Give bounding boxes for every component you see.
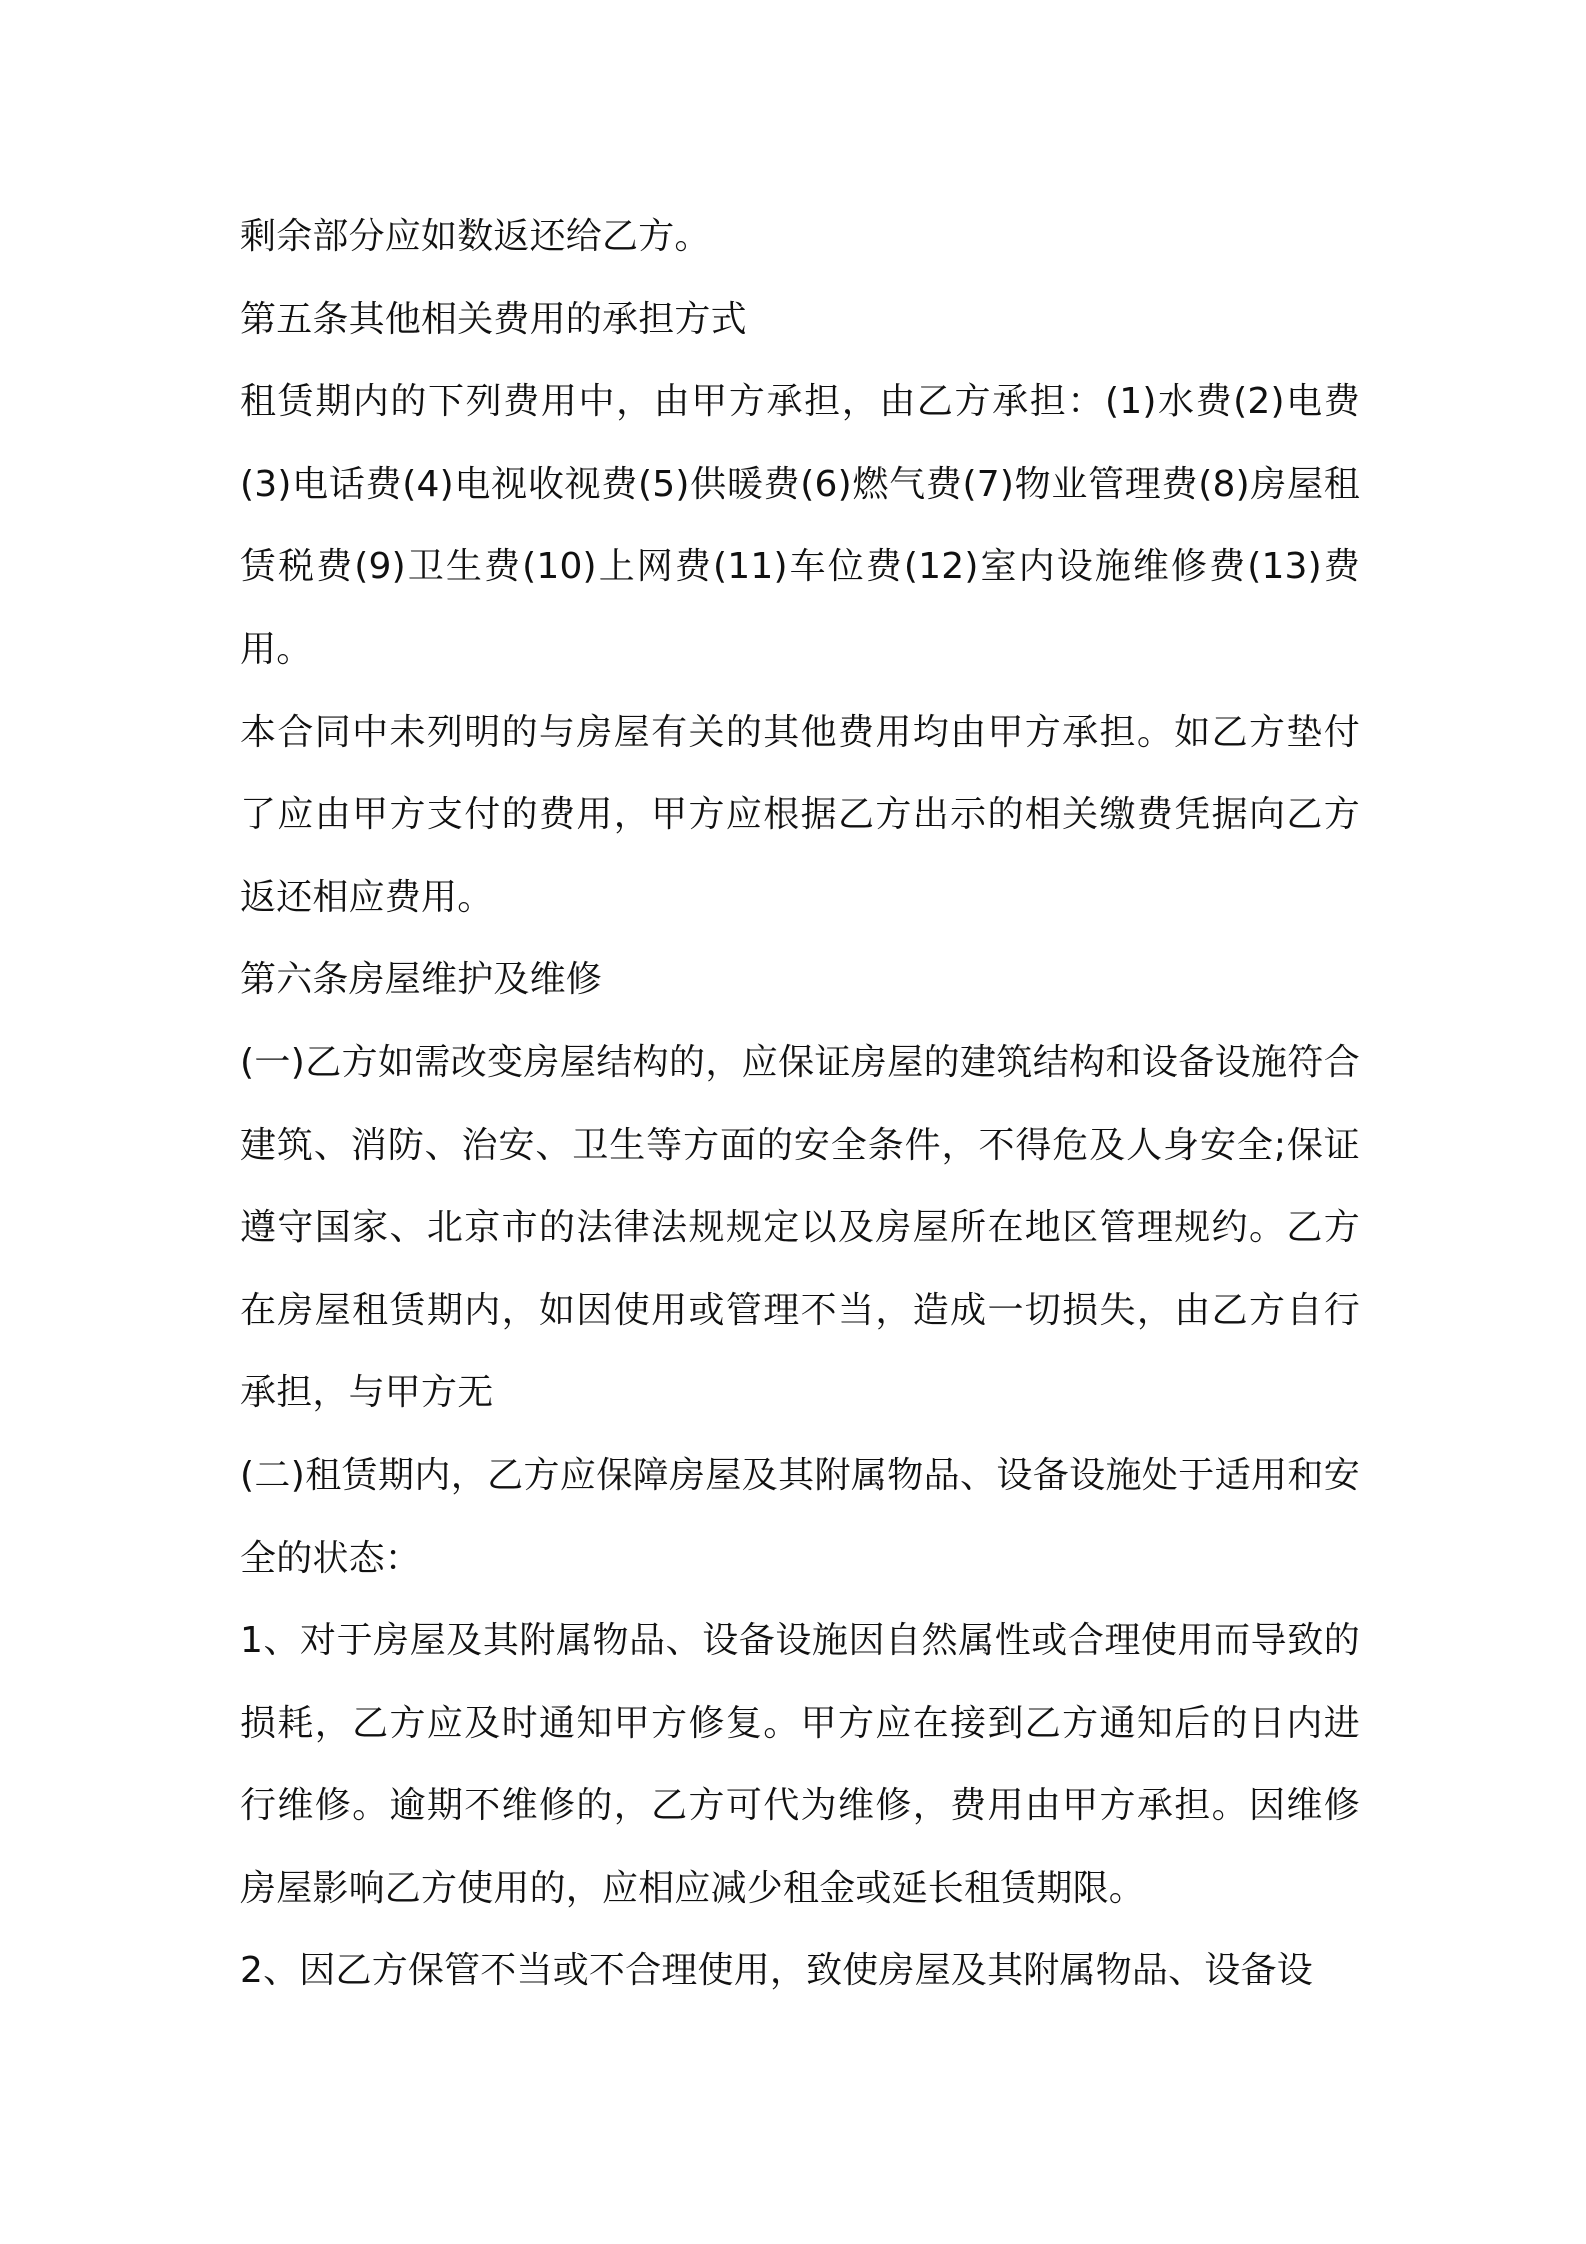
paragraph-fee-list: 租赁期内的下列费用中，由甲方承担，由乙方承担：(1)水费(2)电费(3)电话费(4)电视收视费(5)供暖费(6)燃气费(7)物业管理费(8)房屋租赁税费(9)卫生费(10)上网费(11)车位费(12)室内设施维修费(13)费用。 bbox=[240, 381, 1360, 670]
document-body bbox=[240, 196, 1360, 2013]
paragraph-safe-state: (二)租赁期内，乙方应保障房屋及其附属物品、设备设施处于适用和安全的状态： bbox=[240, 1454, 1360, 1579]
paragraph-other-fees: 本合同中未列明的与房屋有关的其他费用均由甲方承担。如乙方垫付了应由甲方支付的费用，甲方应根据乙方出示的相关缴费凭据向乙方返还相应费用。 bbox=[240, 711, 1360, 918]
paragraph-item-2: 2、因乙方保管不当或不合理使用，致使房屋及其附属物品、设备设 bbox=[240, 1950, 1313, 1992]
heading-article-6: 第六条房屋维护及维修 bbox=[240, 959, 603, 1001]
paragraph-structure-change: (一)乙方如需改变房屋结构的，应保证房屋的建筑结构和设备设施符合建筑、消防、治安、卫生等方面的安全条件，不得危及人身安全;保证遵守国家、北京市的法律法规规定以及房屋所在地区管理规约。乙方在房屋租赁期内，如因使用或管理不当，造成一切损失，由乙方自行承担，与甲方无 bbox=[240, 1041, 1360, 1414]
paragraph-item-1: 1、对于房屋及其附属物品、设备设施因自然属性或合理使用而导致的损耗，乙方应及时通知甲方修复。甲方应在接到乙方通知后的日内进行维修。逾期不维修的，乙方可代为维修，费用由甲方承担。因维修房屋影响乙方使用的，应相应减少租金或延长租赁期限。 bbox=[240, 1620, 1360, 1909]
heading-article-5: 第五条其他相关费用的承担方式 bbox=[240, 298, 747, 340]
paragraph-remaining-deposit: 剩余部分应如数返还给乙方。 bbox=[240, 216, 711, 257]
